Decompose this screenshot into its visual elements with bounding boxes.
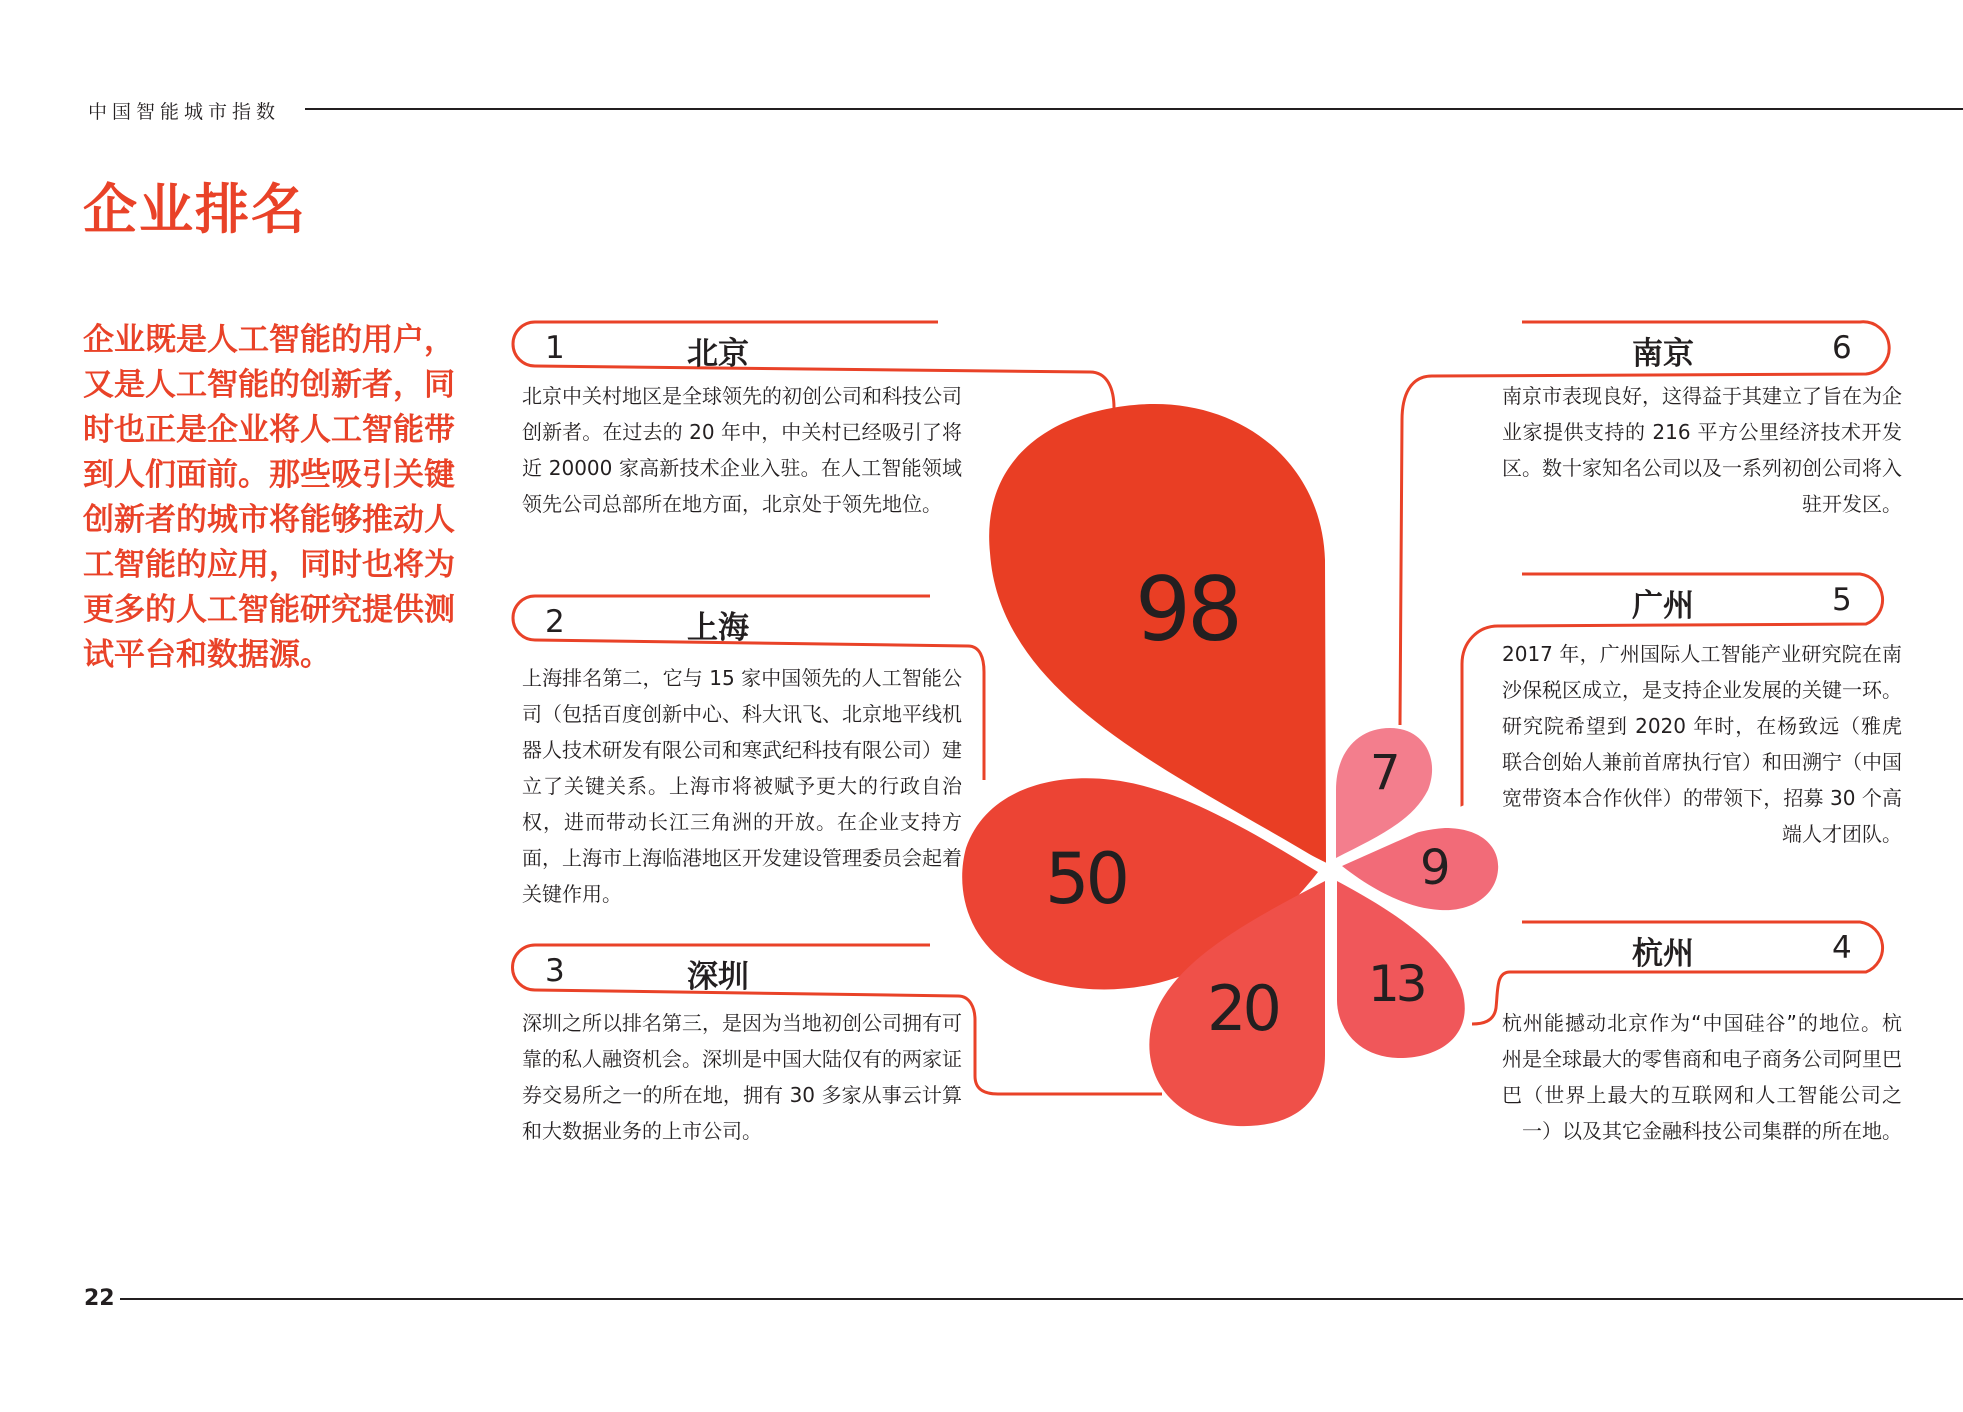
rank-guangzhou: 5 bbox=[1832, 582, 1852, 618]
value-beijing: 98 bbox=[1135, 558, 1239, 661]
value-nanjing: 7 bbox=[1370, 745, 1397, 801]
city-shanghai: 上海 bbox=[687, 610, 749, 646]
page-heading: 企业排名 bbox=[83, 178, 307, 241]
rank-nanjing: 6 bbox=[1832, 330, 1852, 366]
rank-shenzhen: 3 bbox=[545, 953, 565, 989]
city-hangzhou: 杭州 bbox=[1632, 936, 1694, 972]
intro-text: 企业既是人工智能的用户，又是人工智能的创新者，同时也正是企业将人工智能带到人们面前。那些吸引关键创新者的城市将能够推动人工智能的应用，同时也将为更多的人工智能研究提供测试平台和数据源。 bbox=[83, 322, 455, 673]
desc-shenzhen: 深圳之所以排名第三，是因为当地初创公司拥有可靠的私人融资机会。深圳是中国大陆仅有的两家证券交易所之一的所在地，拥有 30 多家从事云计算和大数据业务的上市公司。 bbox=[522, 1011, 962, 1143]
value-guangzhou: 9 bbox=[1420, 840, 1447, 896]
city-beijing: 北京 bbox=[687, 336, 749, 372]
value-hangzhou: 13 bbox=[1368, 955, 1424, 1013]
desc-beijing: 北京中关村地区是全球领先的初创公司和科技公司创新者。在过去的 20 年中，中关村已经吸引了将近 20000 家高新技术企业入驻。在人工智能领域领先公司总部所在地方面，北京处于领先地位。 bbox=[522, 384, 962, 516]
header-title: 中国智能城市指数 bbox=[88, 101, 281, 123]
rank-hangzhou: 4 bbox=[1832, 930, 1852, 966]
city-nanjing: 南京 bbox=[1632, 336, 1694, 372]
page-number: 22 bbox=[84, 1286, 115, 1311]
value-shenzhen: 20 bbox=[1207, 972, 1278, 1045]
city-shenzhen: 深圳 bbox=[687, 959, 749, 995]
desc-guangzhou: 2017 年，广州国际人工智能产业研究院在南沙保税区成立，是支持企业发展的关键一环。研究院希望到 2020 年时，在杨致远（雅虎联合创始人兼前首席执行官）和田溯宁（中国宽带资本合作伙伴）的带领下，招募 30 个高端人才团队。 bbox=[1502, 642, 1902, 846]
rank-shanghai: 2 bbox=[545, 604, 565, 640]
desc-shanghai: 上海排名第二，它与 15 家中国领先的人工智能公司（包括百度创新中心、科大讯飞、北京地平线机器人技术研发有限公司和寒武纪科技有限公司）建立了关键关系。上海市将被赋予更大的行政自治权，进而带动长江三角洲的开放。在企业支持方面，上海市上海临港地区开发建设管理委员会起着关键作用。 bbox=[522, 666, 962, 906]
desc-nanjing: 南京市表现良好，这得益于其建立了旨在为企业家提供支持的 216 平方公里经济技术开发区。数十家知名公司以及一系列初创公司将入驻开发区。 bbox=[1502, 384, 1902, 516]
footer-rule bbox=[120, 1298, 1963, 1300]
value-shanghai: 50 bbox=[1045, 838, 1127, 920]
rank-beijing: 1 bbox=[545, 330, 565, 366]
city-guangzhou: 广州 bbox=[1632, 588, 1694, 624]
desc-hangzhou: 杭州能撼动北京作为“中国硅谷”的地位。杭州是全球最大的零售商和电子商务公司阿里巴巴（世界上最大的互联网和人工智能公司之一）以及其它金融科技公司集群的所在地。 bbox=[1502, 1011, 1902, 1143]
